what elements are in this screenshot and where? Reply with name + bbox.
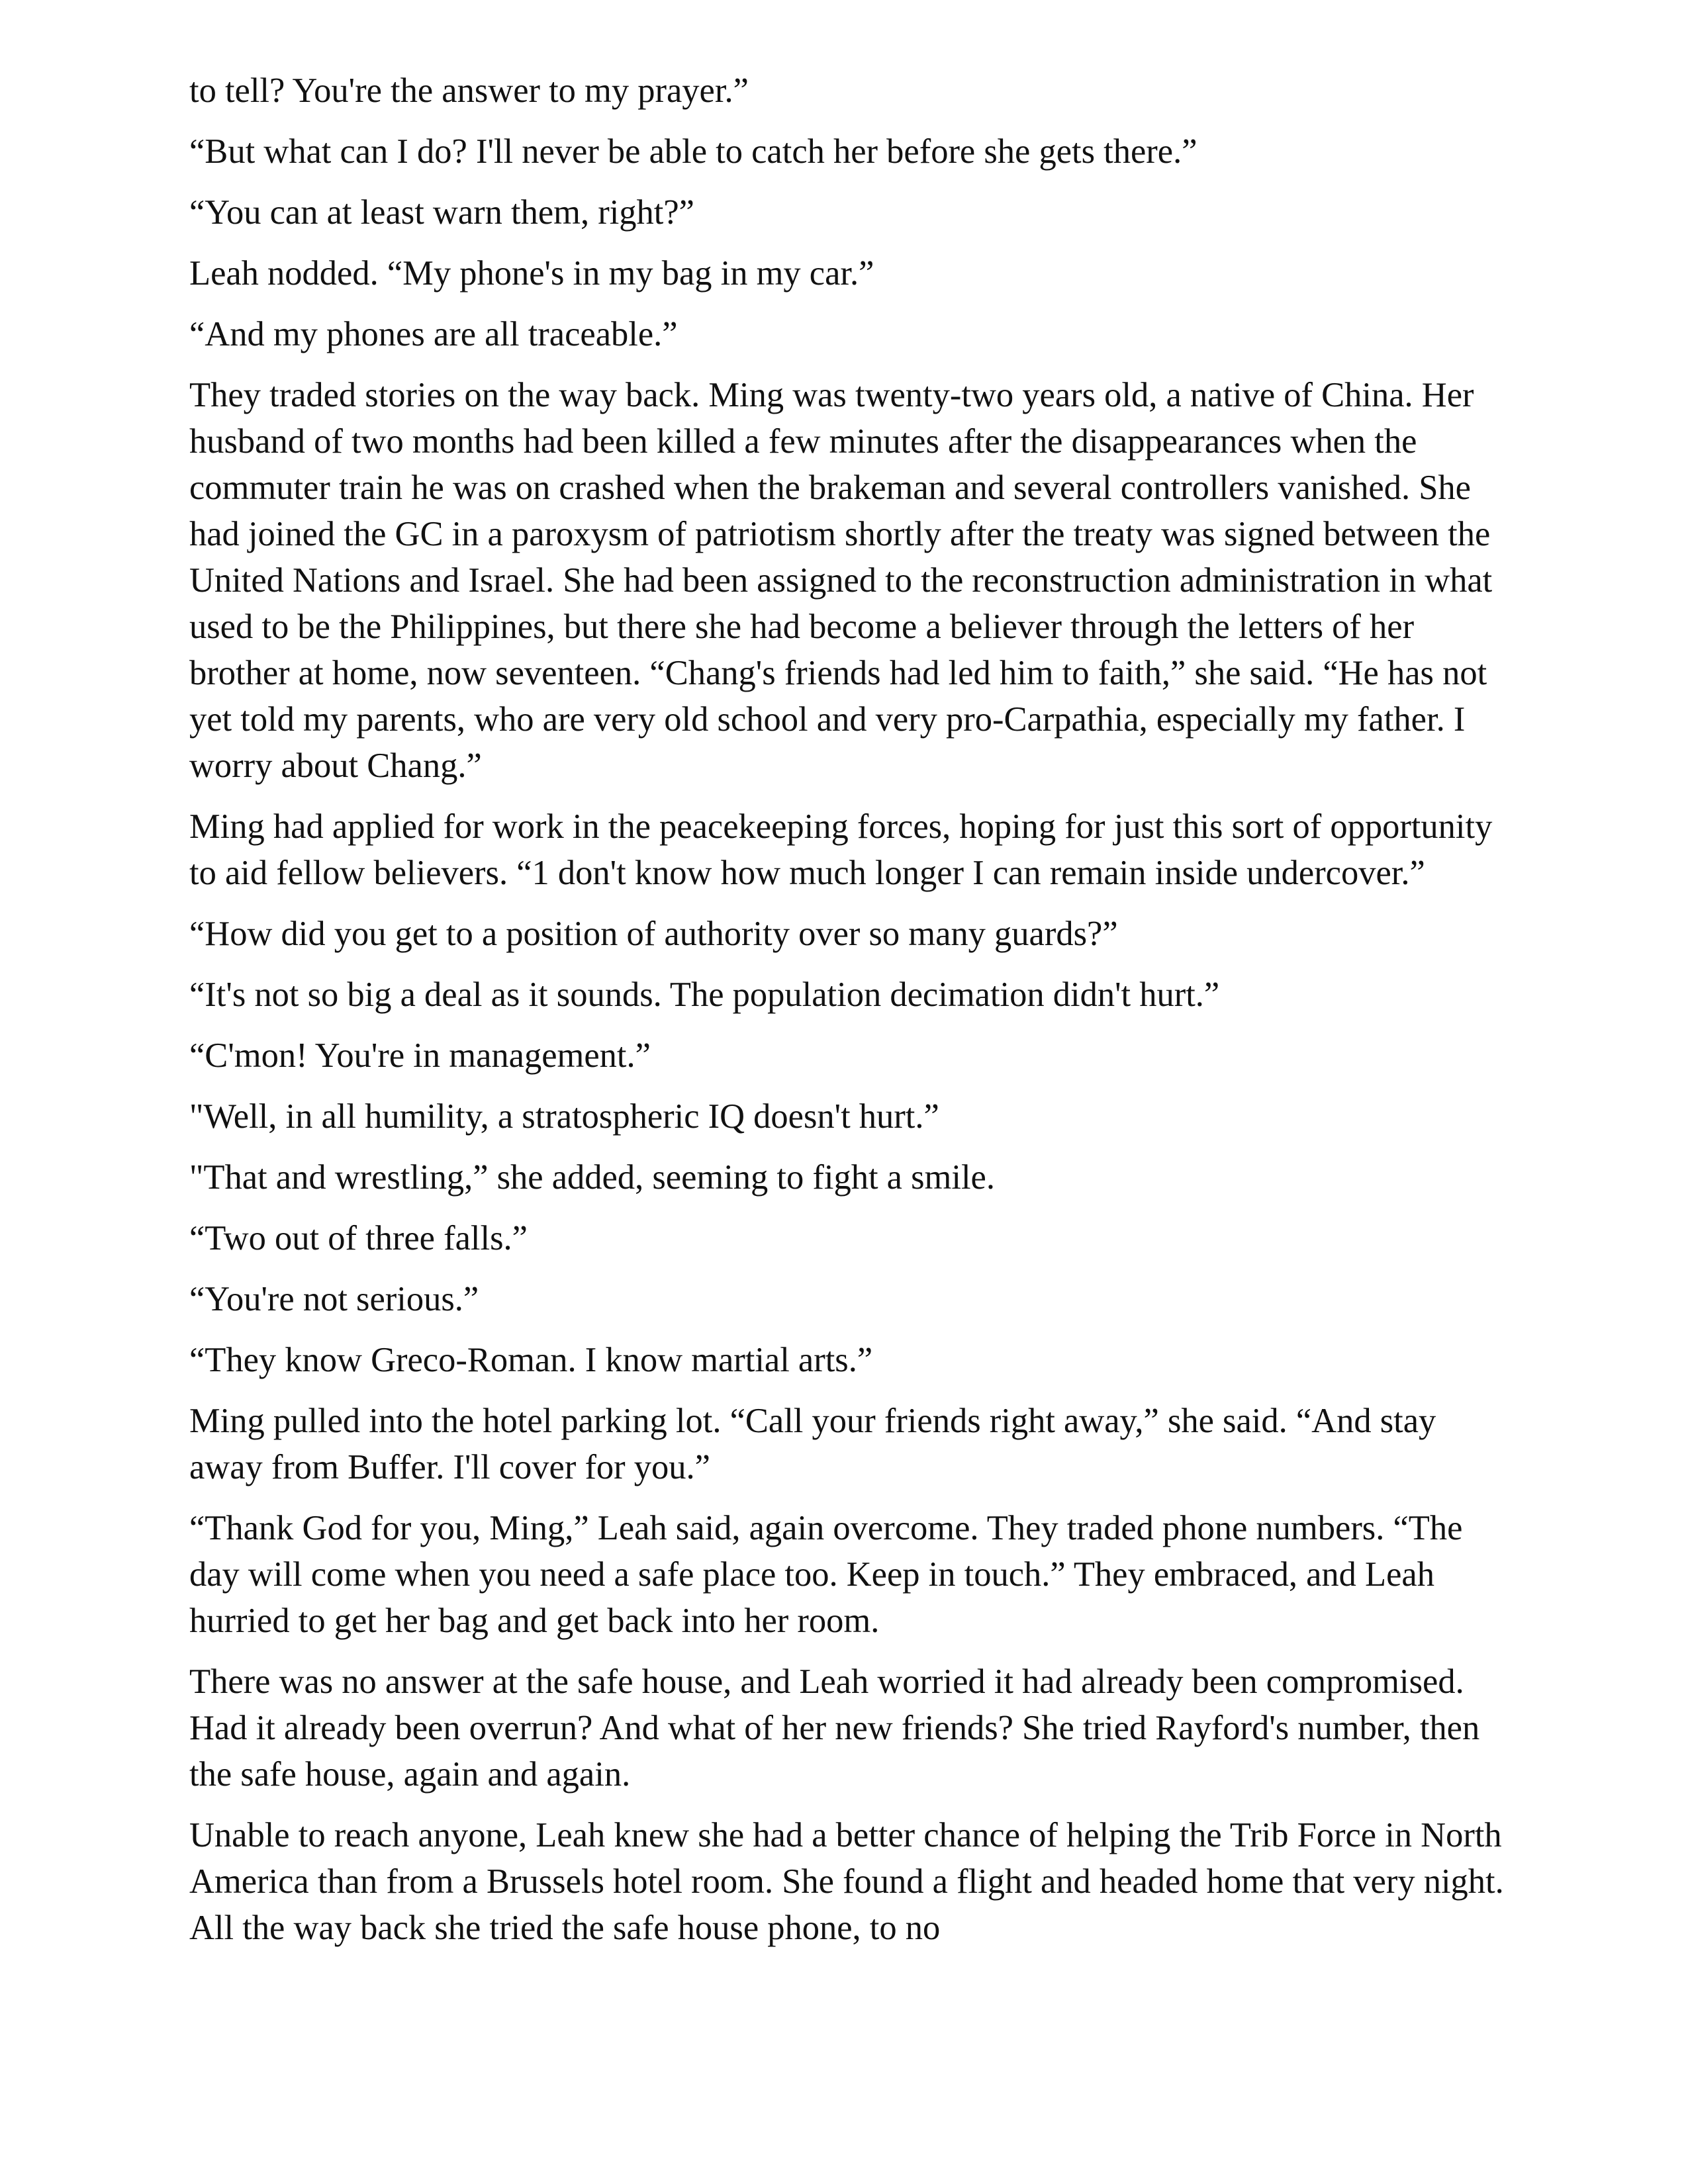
paragraph-17: “Thank God for you, Ming,” Leah said, again overcome. They traded phone numbers. “The day will come when you need a safe place too. Keep in touch.” They embraced, and Leah hurried to get her bag and get back into her room. <box>189 1509 1463 1640</box>
paragraph-2: “But what can I do? I'll never be able to catch her before she gets there.” <box>189 132 1197 171</box>
paragraph-15: “They know Greco-Roman. I know martial arts.” <box>189 1341 873 1379</box>
paragraph-9: “It's not so big a deal as it sounds. The population decimation didn't hurt.” <box>189 976 1220 1014</box>
paragraph-14: “You're not serious.” <box>189 1280 479 1318</box>
document-page <box>189 68 1513 1966</box>
paragraph-16: Ming pulled into the hotel parking lot. “Call your friends right away,” she said. “And stay away from Buffer. I'll cover for you.” <box>189 1402 1436 1486</box>
paragraph-6: They traded stories on the way back. Ming was twenty-two years old, a native of China. Her husband of two months had been killed a few minutes after the disappearances when the commuter train he was on crashed when the brakeman and several controllers vanished. She had joined the GC in a paroxysm of patriotism shortly after the treaty was signed between the United Nations and Israel. She had been assigned to the reconstruction administration in what used to be the Philippines, but there she had become a believer through the letters of her brother at home, now seventeen. “Chang's friends had led him to faith,” she said. “He has not yet told my parents, who are very old school and very pro-Carpathia, especially my father. I worry about Chang.” <box>189 376 1493 785</box>
paragraph-11: "Well, in all humility, a stratospheric IQ doesn't hurt.” <box>189 1097 939 1136</box>
paragraph-12: "That and wrestling,” she added, seeming to fight a smile. <box>189 1158 995 1197</box>
paragraph-18: There was no answer at the safe house, and Leah worried it had already been compromised. Had it already been overrun? And what of her new friends? She tried Rayford's number, then the safe house, again and again. <box>189 1662 1480 1794</box>
paragraph-3: “You can at least warn them, right?” <box>189 193 694 232</box>
paragraph-13: “Two out of three falls.” <box>189 1219 528 1257</box>
paragraph-4: Leah nodded. “My phone's in my bag in my car.” <box>189 254 874 293</box>
paragraph-1: to tell? You're the answer to my prayer.” <box>189 71 749 110</box>
paragraph-7: Ming had applied for work in the peacekeeping forces, hoping for just this sort of opportunity to aid fellow believers. “1 don't know how much longer I can remain inside undercover.” <box>189 807 1493 892</box>
paragraph-5: “And my phones are all traceable.” <box>189 315 678 353</box>
paragraph-19: Unable to reach anyone, Leah knew she had a better chance of helping the Trib Force in North America than from a Brussels hotel room. She found a flight and headed home that very night. All the way back she tried the safe house phone, to no <box>189 1816 1504 1947</box>
paragraph-8: “How did you get to a position of authority over so many guards?” <box>189 915 1118 953</box>
paragraph-10: “C'mon! You're in management.” <box>189 1036 651 1075</box>
